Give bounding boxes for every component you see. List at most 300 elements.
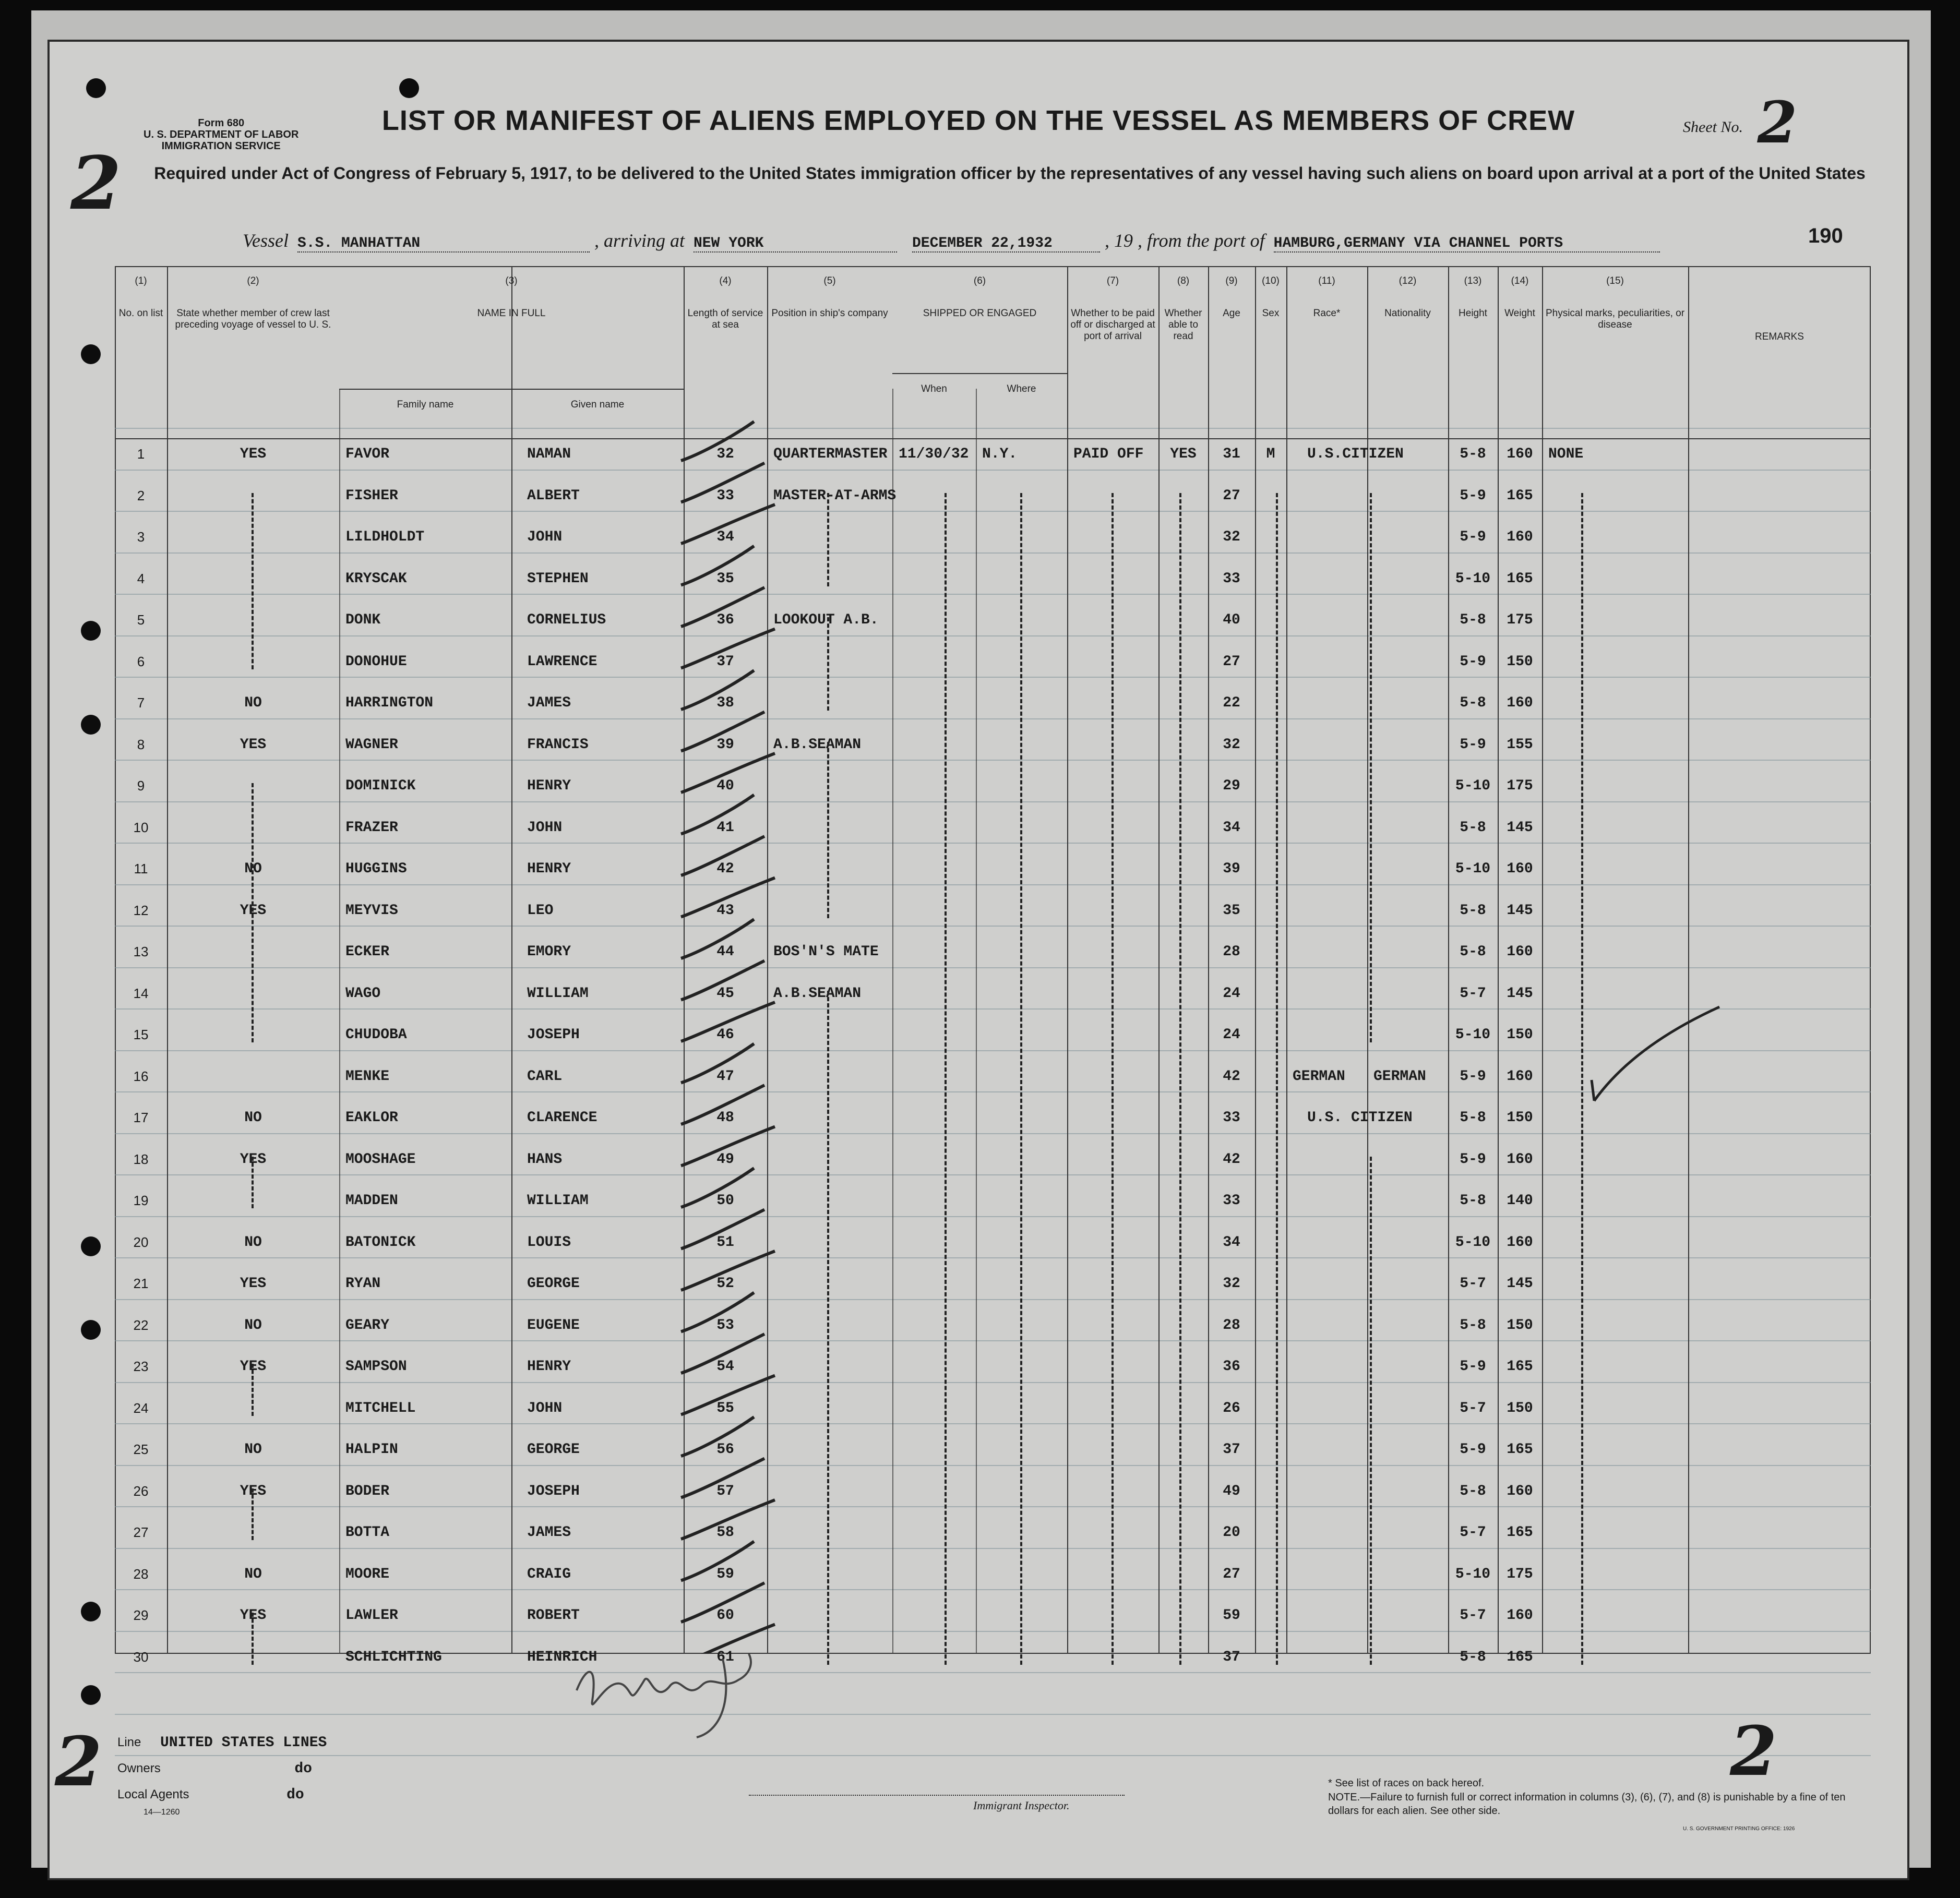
ruled-line (115, 1506, 1871, 1507)
margin-handwritten-mark: 2 (70, 141, 122, 226)
column-header-c1: No. on list (118, 308, 163, 319)
column-rule (1542, 266, 1543, 1654)
cell-no: 29 (133, 1607, 149, 1623)
ruled-line (115, 594, 1871, 595)
cell-service: 56 (716, 1441, 734, 1458)
cell-given: ROBERT (527, 1607, 580, 1624)
ditto-prev-voyage (252, 1364, 254, 1416)
service-check-marks (676, 266, 801, 1654)
cell-read: YES (1170, 446, 1197, 462)
cell-weight: 145 (1507, 819, 1533, 836)
cell-age: 31 (1223, 446, 1240, 462)
cell-given: LOUIS (527, 1234, 571, 1251)
cell-weight: 165 (1507, 1441, 1533, 1458)
column-rule (1286, 266, 1287, 1654)
column-number: (6) (973, 275, 986, 286)
cell-age: 32 (1223, 1276, 1240, 1292)
ruled-line (115, 635, 1871, 636)
race-note: * See list of races on back hereof. (1328, 1777, 1485, 1789)
cell-height: 5-7 (1460, 1400, 1486, 1416)
crew-manifest-table (115, 266, 1871, 1665)
cell-height: 5-8 (1460, 612, 1486, 628)
cell-prev: NO (244, 1110, 262, 1126)
cell-family: CHUDOBA (345, 1027, 407, 1043)
cell-height: 5-9 (1460, 736, 1486, 753)
cell-weight: 150 (1507, 1027, 1533, 1043)
cell-age: 27 (1223, 653, 1240, 670)
cell-family: FRAZER (345, 819, 398, 836)
cell-given: CARL (527, 1068, 563, 1085)
cell-age: 59 (1223, 1607, 1240, 1624)
arrival-date: DECEMBER 22,1932 (912, 235, 1100, 253)
cell-weight: 160 (1507, 1607, 1533, 1624)
header-subrule (339, 389, 684, 390)
ruled-line (115, 1548, 1871, 1549)
owners-field: Owners do (117, 1761, 312, 1777)
cell-height: 5-8 (1460, 819, 1486, 836)
ditto-paid-off (1112, 493, 1114, 1665)
punch-hole (399, 78, 419, 98)
cell-family: EAKLOR (345, 1110, 398, 1126)
cell-height: 5-7 (1460, 1276, 1486, 1292)
ditto-position (827, 991, 829, 1665)
cell-weight: 160 (1507, 861, 1533, 877)
cell-paid: PAID OFF (1073, 446, 1144, 462)
printing-office-mark: U. S. GOVERNMENT PRINTING OFFICE: 1926 (1683, 1826, 1795, 1832)
tally-check-mark (681, 1210, 764, 1249)
tally-check-mark (681, 919, 754, 958)
cell-weight: 160 (1507, 529, 1533, 545)
column-header-given-name: Given name (570, 399, 625, 410)
sheet-number: Sheet No. 2 (1683, 89, 1798, 156)
cell-age: 42 (1223, 1068, 1240, 1085)
ruled-line (115, 843, 1871, 844)
ditto-prev-voyage (252, 493, 254, 669)
cell-service: 48 (716, 1110, 734, 1126)
cell-age: 36 (1223, 1359, 1240, 1375)
cell-weight: 175 (1507, 778, 1533, 794)
cell-given: JOSEPH (527, 1483, 580, 1499)
cell-height: 5-10 (1455, 861, 1491, 877)
ruled-line (115, 1382, 1871, 1383)
cell-weight: 165 (1507, 570, 1533, 587)
vessel-name: S.S. MANHATTAN (297, 235, 590, 253)
column-number: (12) (1399, 275, 1417, 286)
tally-check-mark (681, 961, 764, 1000)
column-header-when: When (921, 383, 947, 394)
cell-family: HALPIN (345, 1441, 398, 1458)
ruled-line (115, 1340, 1871, 1341)
cell-age: 35 (1223, 902, 1240, 919)
tally-check-mark (681, 422, 754, 461)
cell-family: FISHER (345, 487, 398, 504)
cell-weight: 150 (1507, 653, 1533, 670)
cell-where: N.Y. (982, 446, 1018, 462)
cell-prev: NO (244, 695, 262, 711)
tally-check-mark (681, 670, 754, 710)
cell-service: 32 (716, 446, 734, 462)
cell-height: 5-10 (1455, 1566, 1491, 1582)
cell-no: 21 (133, 1276, 149, 1291)
cell-sex: M (1266, 446, 1275, 462)
cell-height: 5-9 (1460, 653, 1486, 670)
cell-no: 6 (137, 653, 145, 669)
cell-age: 33 (1223, 570, 1240, 587)
column-rule (339, 389, 340, 1654)
cell-family: MOOSHAGE (345, 1151, 416, 1168)
cell-service: 55 (716, 1400, 734, 1416)
local-agents-field: Local Agents do (117, 1787, 304, 1803)
punch-hole (81, 1320, 101, 1340)
cell-prev: YES (240, 1483, 267, 1499)
ruled-line (115, 677, 1871, 678)
ruled-line (115, 428, 1871, 429)
cell-no: 10 (133, 819, 149, 835)
ruled-line (115, 1133, 1871, 1134)
cell-no: 24 (133, 1400, 149, 1416)
cell-height: 5-9 (1460, 1441, 1486, 1458)
cell-height: 5-7 (1460, 985, 1486, 1002)
cell-service: 50 (716, 1193, 734, 1209)
cell-family: MENKE (345, 1068, 390, 1085)
cell-height: 5-10 (1455, 570, 1491, 587)
inspector-signature (566, 1643, 806, 1743)
cell-height: 5-9 (1460, 529, 1486, 545)
bottom-right-handwritten-mark: 2 (1730, 1711, 1777, 1791)
cell-prev: YES (240, 1607, 267, 1624)
cell-no: 19 (133, 1193, 149, 1208)
cell-family: SAMPSON (345, 1359, 407, 1375)
cell-given: CLARENCE (527, 1110, 597, 1126)
cell-service: 34 (716, 529, 734, 545)
cell-height: 5-8 (1460, 695, 1486, 711)
cell-height: 5-7 (1460, 1607, 1486, 1624)
cell-service: 41 (716, 819, 734, 836)
cell-family: SCHLICHTING (345, 1649, 442, 1665)
cell-prev: NO (244, 1441, 262, 1458)
column-rule (1367, 266, 1368, 1654)
column-header-family-name: Family name (397, 399, 454, 410)
column-number: (15) (1606, 275, 1624, 286)
cell-family: DONK (345, 612, 381, 628)
cell-no: 1 (137, 446, 145, 462)
tally-check-mark (681, 795, 754, 834)
cell-service: 37 (716, 653, 734, 670)
cell-service: 58 (716, 1524, 734, 1541)
ditto-race (1370, 1157, 1372, 1665)
ditto-position (827, 617, 829, 711)
cell-no: 7 (137, 695, 145, 711)
ruled-line (115, 1631, 1871, 1632)
cell-service: 52 (716, 1276, 734, 1292)
manifest-title: LIST OR MANIFEST OF ALIENS EMPLOYED ON THE VESSEL AS MEMBERS OF CREW (381, 105, 1575, 136)
cell-race: GERMAN (1293, 1068, 1345, 1085)
cell-family: WAGNER (345, 736, 398, 753)
cell-given: WILLIAM (527, 985, 589, 1002)
column-number: (4) (719, 275, 732, 286)
column-number: (7) (1106, 275, 1119, 286)
column-number: (10) (1262, 275, 1280, 286)
cell-given: WILLIAM (527, 1193, 589, 1209)
cell-height: 5-8 (1460, 944, 1486, 960)
cell-no: 2 (137, 487, 145, 503)
column-rule (1688, 266, 1689, 1654)
cell-prev: YES (240, 1276, 267, 1292)
cell-age: 33 (1223, 1110, 1240, 1126)
header-rule (115, 438, 1871, 439)
cell-when: 11/30/32 (899, 446, 969, 462)
cell-given: FRANCIS (527, 736, 589, 753)
tally-check-mark (681, 504, 775, 544)
cell-position: QUARTERMASTER (773, 446, 888, 462)
ditto-prev-voyage (252, 1157, 254, 1209)
cell-weight: 165 (1507, 487, 1533, 504)
cell-family: MITCHELL (345, 1400, 416, 1416)
cell-age: 32 (1223, 736, 1240, 753)
ditto-race (1370, 493, 1372, 1043)
bottom-left-handwritten-mark: 2 (55, 1722, 102, 1801)
tally-check-mark (681, 1459, 764, 1498)
ruled-line (115, 1672, 1871, 1673)
ditto-sex (1276, 493, 1278, 1665)
column-rule (892, 389, 893, 1654)
cell-weight: 160 (1507, 1234, 1533, 1251)
cell-weight: 175 (1507, 612, 1533, 628)
cell-age: 22 (1223, 695, 1240, 711)
cell-family: MADDEN (345, 1193, 398, 1209)
cell-position: MASTER-AT-ARMS (773, 487, 897, 504)
column-header-c8: Whether able to read (1164, 308, 1202, 342)
cell-prev: YES (240, 902, 267, 919)
cell-no: 13 (133, 944, 149, 959)
header-subrule (892, 373, 1067, 374)
tally-check-mark (681, 1583, 764, 1622)
ruled-line (115, 884, 1871, 885)
cell-no: 9 (137, 778, 145, 794)
column-rule (976, 389, 977, 1654)
cell-weight: 145 (1507, 1276, 1533, 1292)
ruled-line (115, 1589, 1871, 1590)
tally-check-mark (681, 1085, 764, 1124)
cell-no: 28 (133, 1566, 149, 1582)
cell-given: JAMES (527, 1524, 571, 1541)
column-header-c14: Weight (1504, 308, 1535, 319)
cell-age: 39 (1223, 861, 1240, 877)
punch-hole (81, 715, 101, 735)
cell-family: WAGO (345, 985, 381, 1002)
cell-given: ALBERT (527, 487, 580, 504)
cell-weight: 165 (1507, 1649, 1533, 1665)
punch-hole (81, 1685, 101, 1705)
form-identifier: Form 680 U. S. DEPARTMENT OF LABOR IMMIGRATION SERVICE (144, 117, 299, 152)
departure-port: HAMBURG,GERMANY VIA CHANNEL PORTS (1274, 235, 1660, 253)
cell-given: HENRY (527, 861, 571, 877)
cell-no: 16 (133, 1068, 149, 1084)
cell-no: 20 (133, 1234, 149, 1250)
cell-service: 61 (716, 1649, 734, 1665)
cell-service: 46 (716, 1027, 734, 1043)
cell-prev: NO (244, 1566, 262, 1582)
cell-height: 5-9 (1460, 1068, 1486, 1085)
cell-service: 45 (716, 985, 734, 1002)
ditto-position (827, 742, 829, 918)
cell-position: A.B.SEAMAN (773, 985, 862, 1002)
cell-height: 5-8 (1460, 1193, 1486, 1209)
cell-age: 27 (1223, 487, 1240, 504)
cell-family: KRYSCAK (345, 570, 407, 587)
column-number: (2) (247, 275, 259, 286)
cell-height: 5-9 (1460, 1151, 1486, 1168)
cell-given: HENRY (527, 778, 571, 794)
ruled-line (115, 511, 1871, 512)
cell-service: 60 (716, 1607, 734, 1624)
cell-age: 29 (1223, 778, 1240, 794)
cell-family: LAWLER (345, 1607, 398, 1624)
cell-height: 5-9 (1460, 487, 1486, 504)
inspector-label: Immigrant Inspector. (973, 1799, 1070, 1812)
cell-age: 37 (1223, 1441, 1240, 1458)
cell-weight: 150 (1507, 1317, 1533, 1334)
cell-no: 30 (133, 1649, 149, 1665)
cell-weight: 160 (1507, 446, 1533, 462)
column-header-where: Where (1007, 383, 1036, 394)
cell-prev: YES (240, 736, 267, 753)
cell-family: RYAN (345, 1276, 381, 1292)
punch-hole (81, 1602, 101, 1621)
column-rule (1255, 266, 1256, 1654)
cell-service: 59 (716, 1566, 734, 1582)
ruled-line (115, 926, 1871, 927)
cell-service: 33 (716, 487, 734, 504)
column-number: (5) (823, 275, 836, 286)
cell-prev: NO (244, 1317, 262, 1334)
cell-age: 27 (1223, 1566, 1240, 1582)
ruled-line (115, 1423, 1871, 1424)
cell-height: 5-8 (1460, 1317, 1486, 1334)
cell-weight: 150 (1507, 1400, 1533, 1416)
cell-given: NAMAN (527, 446, 571, 462)
ditto-position (827, 493, 829, 586)
cell-no: 23 (133, 1359, 149, 1374)
remarks-check-mark (1589, 1002, 1725, 1106)
ruled-line (115, 1755, 1871, 1756)
cell-weight: 160 (1507, 1483, 1533, 1499)
ruled-line (115, 1465, 1871, 1466)
cell-marks: NONE (1548, 446, 1584, 462)
cell-service: 49 (716, 1151, 734, 1168)
cell-age: 32 (1223, 529, 1240, 545)
ruled-line (115, 552, 1871, 554)
cell-given: CRAIG (527, 1566, 571, 1582)
cell-weight: 160 (1507, 944, 1533, 960)
cell-service: 39 (716, 736, 734, 753)
column-rule (1158, 266, 1160, 1654)
cell-prev: NO (244, 1234, 262, 1251)
tally-check-mark (681, 546, 754, 585)
cell-given: LAWRENCE (527, 653, 597, 670)
cell-weight: 165 (1507, 1524, 1533, 1541)
page-stamp-number: 190 (1808, 224, 1843, 247)
cell-height: 5-9 (1460, 1359, 1486, 1375)
ruled-line (115, 718, 1871, 719)
cell-given: EUGENE (527, 1317, 580, 1334)
tally-check-mark (681, 1002, 775, 1041)
column-number: (8) (1177, 275, 1190, 286)
cell-no: 8 (137, 736, 145, 752)
tally-check-mark (681, 836, 764, 875)
cell-given: HEINRICH (527, 1649, 597, 1665)
cell-age: 34 (1223, 1234, 1240, 1251)
cell-prev: YES (240, 446, 267, 462)
column-header-c4: Length of service at sea (687, 308, 763, 330)
cell-service: 54 (716, 1359, 734, 1375)
cell-age: 28 (1223, 1317, 1240, 1334)
cell-race: U.S. CITIZEN (1307, 1110, 1413, 1126)
cell-given: JOSEPH (527, 1027, 580, 1043)
cell-weight: 145 (1507, 985, 1533, 1002)
tally-check-mark (681, 712, 764, 751)
ruled-line (115, 1174, 1871, 1175)
cell-age: 42 (1223, 1151, 1240, 1168)
ruled-line (115, 1299, 1871, 1300)
cell-given: CORNELIUS (527, 612, 606, 628)
tally-check-mark (681, 1542, 754, 1581)
form-code: 14—1260 (144, 1808, 180, 1817)
cell-service: 36 (716, 612, 734, 628)
cell-no: 11 (134, 861, 148, 876)
ditto-read (1179, 493, 1181, 1665)
cell-height: 5-8 (1460, 1110, 1486, 1126)
cell-height: 5-8 (1460, 902, 1486, 919)
tally-check-mark (681, 753, 775, 792)
cell-service: 47 (716, 1068, 734, 1085)
cell-family: HUGGINS (345, 861, 407, 877)
cell-service: 44 (716, 944, 734, 960)
cell-age: 24 (1223, 985, 1240, 1002)
cell-family: BODER (345, 1483, 390, 1499)
ditto-when (945, 493, 947, 1665)
column-header-c12: Nationality (1384, 308, 1431, 319)
cell-nat: GERMAN (1373, 1068, 1426, 1085)
cell-weight: 145 (1507, 902, 1533, 919)
cell-family: ECKER (345, 944, 390, 960)
column-header-c7: Whether to be paid off or discharged at port of arrival (1070, 308, 1155, 342)
cell-service: 42 (716, 861, 734, 877)
tally-check-mark (681, 1293, 754, 1332)
voyage-line: Vessel S.S. MANHATTAN , arriving at NEW YORK DECEMBER 22,1932 , 19 , from the port of HAMBURG,GERMANY VIA CHANNEL PORTS (243, 230, 1660, 253)
cell-height: 5-8 (1460, 1483, 1486, 1499)
cell-service: 38 (716, 695, 734, 711)
cell-no: 4 (137, 570, 145, 586)
cell-weight: 150 (1507, 1110, 1533, 1126)
cell-family: FAVOR (345, 446, 390, 462)
cell-no: 22 (133, 1317, 149, 1333)
column-header-c15: Physical marks, peculiarities, or disease (1545, 308, 1685, 330)
arrival-port: NEW YORK (694, 235, 897, 253)
cell-service: 53 (716, 1317, 734, 1334)
cell-position: LOOKOUT A.B. (773, 612, 879, 628)
cell-weight: 160 (1507, 695, 1533, 711)
cell-age: 49 (1223, 1483, 1240, 1499)
ruled-line (115, 801, 1871, 802)
cell-age: 33 (1223, 1193, 1240, 1209)
tally-check-mark (681, 878, 775, 917)
tally-check-mark (681, 629, 775, 668)
tally-check-mark (681, 587, 764, 627)
cell-prev: YES (240, 1359, 267, 1375)
cell-no: 17 (133, 1110, 149, 1125)
column-number: (14) (1511, 275, 1529, 286)
